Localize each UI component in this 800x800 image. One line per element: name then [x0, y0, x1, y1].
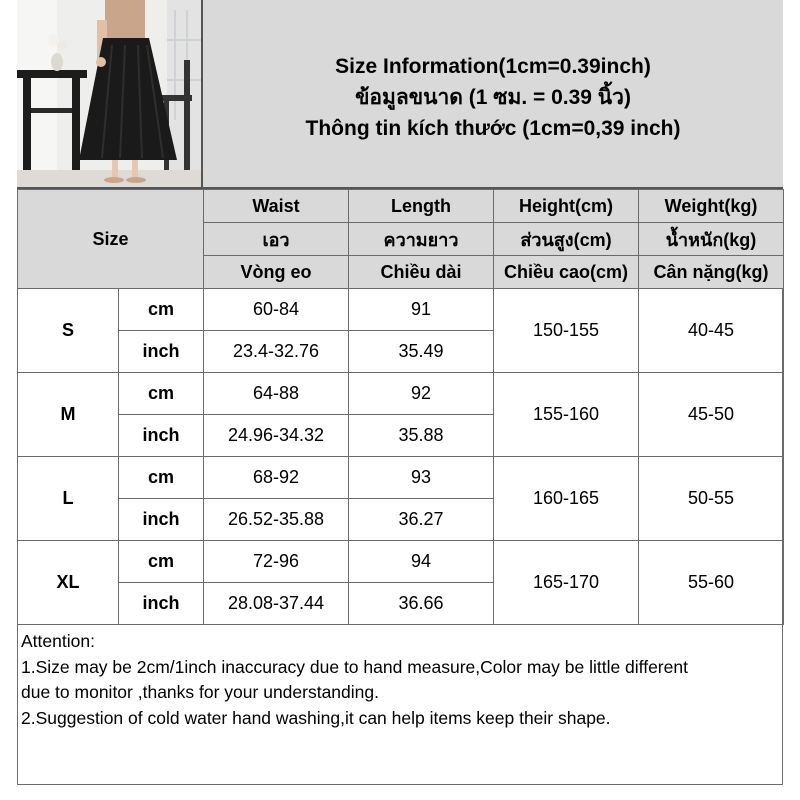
size-cell: M: [18, 373, 119, 457]
waist-inch-cell: 23.4-32.76: [204, 331, 349, 373]
unit-cell: inch: [119, 583, 204, 625]
waist-inch-cell: 26.52-35.88: [204, 499, 349, 541]
info-line-thai: ข้อมูลขนาด (1 ซม. = 0.39 นิ้ว): [355, 86, 631, 109]
waist-cm-cell: 72-96: [204, 541, 349, 583]
length-inch-cell: 36.66: [349, 583, 494, 625]
length-cm-cell: 92: [349, 373, 494, 415]
waist-cm-cell: 64-88: [204, 373, 349, 415]
height-cell: 150-155: [494, 289, 639, 373]
unit-cell: cm: [119, 289, 204, 331]
unit-cell: cm: [119, 457, 204, 499]
waist-inch-cell: 24.96-34.32: [204, 415, 349, 457]
waist-inch-cell: 28.08-37.44: [204, 583, 349, 625]
weight-cell: 55-60: [639, 541, 784, 625]
attention-title: Attention:: [21, 631, 95, 651]
length-inch-cell: 35.88: [349, 415, 494, 457]
model-wearing-skirt-image: [17, 0, 201, 187]
col-length-en: Length: [349, 190, 494, 223]
unit-cell: cm: [119, 541, 204, 583]
table-row: [18, 373, 784, 415]
waist-cm-cell: 60-84: [204, 289, 349, 331]
product-photo: [17, 0, 203, 187]
weight-cell: 40-45: [639, 289, 784, 373]
table-row: [18, 457, 784, 499]
size-cell: L: [18, 457, 119, 541]
length-cm-cell: 94: [349, 541, 494, 583]
weight-cell: 45-50: [639, 373, 784, 457]
col-waist-vi: Vòng eo: [204, 256, 349, 289]
col-length-th: ความยาว: [349, 223, 494, 256]
col-height-en: Height(cm): [494, 190, 639, 223]
info-line-english: Size Information(1cm=0.39inch): [335, 55, 651, 78]
unit-cell: cm: [119, 373, 204, 415]
size-cell: S: [18, 289, 119, 373]
col-weight-en: Weight(kg): [639, 190, 784, 223]
attention-notes: [21, 629, 781, 731]
col-weight-th: น้ำหนัก(kg): [639, 223, 784, 256]
attention-line-1: 1.Size may be 2cm/1inch inaccuracy due to hand measure,Color may be little different: [21, 656, 688, 677]
size-heading: Size: [18, 190, 204, 289]
attention-line-2: due to monitor ,thanks for your understanding.: [21, 682, 379, 702]
col-length-vi: Chiều dài: [349, 256, 494, 289]
col-height-th: ส่วนสูง(cm): [494, 223, 639, 256]
col-waist-th: เอว: [204, 223, 349, 256]
size-table: [17, 189, 784, 625]
col-weight-vi: Cân nặng(kg): [639, 256, 784, 289]
unit-cell: inch: [119, 499, 204, 541]
length-cm-cell: 91: [349, 289, 494, 331]
length-inch-cell: 36.27: [349, 499, 494, 541]
height-cell: 160-165: [494, 457, 639, 541]
height-cell: 165-170: [494, 541, 639, 625]
unit-cell: inch: [119, 415, 204, 457]
length-cm-cell: 93: [349, 457, 494, 499]
height-cell: 155-160: [494, 373, 639, 457]
table-row: [18, 541, 784, 583]
weight-cell: 50-55: [639, 457, 784, 541]
length-inch-cell: 35.49: [349, 331, 494, 373]
table-row: [18, 289, 784, 331]
size-info-panel: [203, 0, 783, 187]
unit-cell: inch: [119, 331, 204, 373]
col-waist-en: Waist: [204, 190, 349, 223]
size-cell: XL: [18, 541, 119, 625]
col-height-vi: Chiều cao(cm): [494, 256, 639, 289]
attention-line-3: 2.Suggestion of cold water hand washing,it can help items keep their shape.: [21, 707, 611, 728]
waist-cm-cell: 68-92: [204, 457, 349, 499]
info-line-vietnamese: Thông tin kích thước (1cm=0,39 inch): [305, 117, 681, 140]
